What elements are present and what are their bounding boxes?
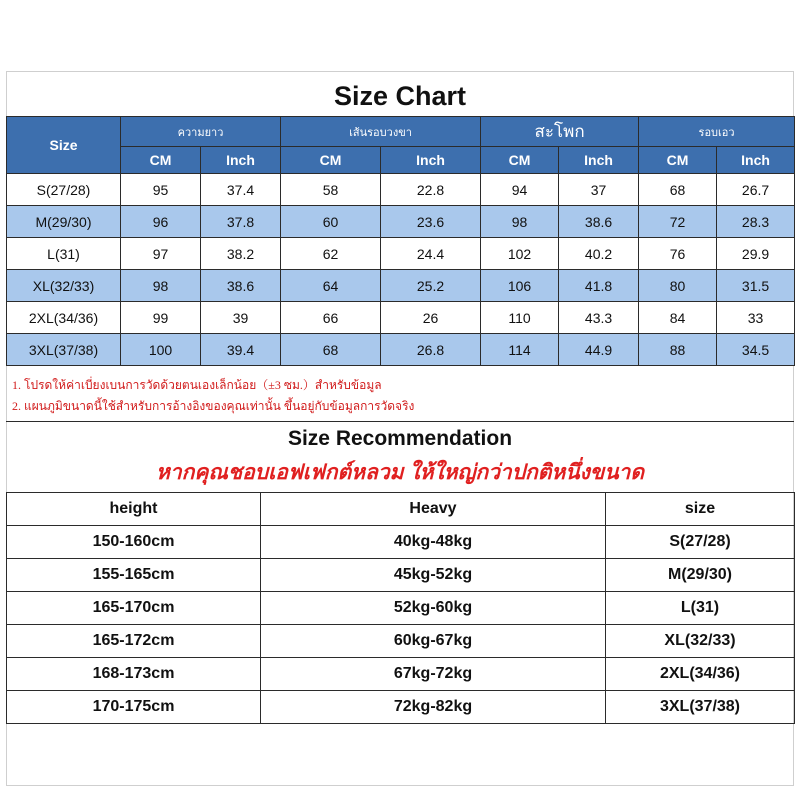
measurement-cell: 94: [481, 174, 559, 206]
measurement-cell: 26: [381, 302, 481, 334]
weight-column-header: Heavy: [261, 493, 606, 526]
size-chart-body: [7, 174, 795, 366]
group-header-hip: สะโพก: [481, 117, 639, 147]
measurement-cell: 66: [281, 302, 381, 334]
measurement-cell: 37: [559, 174, 639, 206]
weight-cell: 60kg-67kg: [261, 625, 606, 658]
measurement-cell: 98: [121, 270, 201, 302]
weight-cell: 67kg-72kg: [261, 658, 606, 691]
unit-header-inch: Inch: [201, 147, 281, 174]
unit-header-inch: Inch: [381, 147, 481, 174]
measurement-cell: 22.8: [381, 174, 481, 206]
measurement-cell: 68: [281, 334, 381, 366]
size-row: [7, 334, 795, 366]
recommendation-row: [7, 691, 795, 724]
unit-header-cm: CM: [121, 147, 201, 174]
measurement-cell: 37.4: [201, 174, 281, 206]
weight-cell: 52kg-60kg: [261, 592, 606, 625]
size-cell: M(29/30): [606, 559, 795, 592]
measurement-cell: 23.6: [381, 206, 481, 238]
measurement-cell: 29.9: [717, 238, 795, 270]
measurement-cell: 38.6: [559, 206, 639, 238]
measurement-cell: 80: [639, 270, 717, 302]
height-cell: 170-175cm: [7, 691, 261, 724]
measurement-cell: 33: [717, 302, 795, 334]
measurement-cell: 106: [481, 270, 559, 302]
group-header-length: ความยาว: [121, 117, 281, 147]
measurement-cell: 38.6: [201, 270, 281, 302]
recommendation-slogan: หากคุณชอบเอฟเฟกต์หลวม ให้ใหญ่กว่าปกติหนึ่งขนาด: [156, 461, 644, 484]
group-header-thigh: เส้นรอบวงขา: [281, 117, 481, 147]
size-cell: L(31): [606, 592, 795, 625]
measurement-cell: 96: [121, 206, 201, 238]
notes-area: [6, 371, 794, 422]
measurement-cell: 41.8: [559, 270, 639, 302]
measurement-cell: 98: [481, 206, 559, 238]
weight-cell: 72kg-82kg: [261, 691, 606, 724]
recommendation-body: [7, 526, 795, 724]
recommendation-row: [7, 592, 795, 625]
unit-header-cm: CM: [281, 147, 381, 174]
measurement-cell: 39.4: [201, 334, 281, 366]
size-row: [7, 302, 795, 334]
measurement-cell: 60: [281, 206, 381, 238]
measurement-cell: 58: [281, 174, 381, 206]
measurement-cell: 99: [121, 302, 201, 334]
recommendation-row: [7, 526, 795, 559]
note-2: 2. แผนภูมิขนาดนี้ใช้สำหรับการอ้างอิงของคุณเท่านั้น ขึ้นอยู่กับข้อมูลการวัดจริง: [12, 399, 415, 413]
unit-header-inch: Inch: [559, 147, 639, 174]
recommendation-title: Size Recommendation: [287, 427, 513, 450]
measurement-cell: 72: [639, 206, 717, 238]
measurement-cell: 24.4: [381, 238, 481, 270]
size-label: S(27/28): [7, 174, 121, 206]
recommendation-row: [7, 625, 795, 658]
measurement-cell: 34.5: [717, 334, 795, 366]
height-column-header: height: [7, 493, 261, 526]
note-1: 1. โปรดให้ค่าเบี่ยงเบนการวัดด้วยตนเองเล็กน้อย（±3 ซม.）สำหรับข้อมูล: [12, 378, 382, 392]
size-cell: 3XL(37/38): [606, 691, 795, 724]
measurement-cell: 102: [481, 238, 559, 270]
size-cell: XL(32/33): [606, 625, 795, 658]
measurement-cell: 37.8: [201, 206, 281, 238]
measurement-cell: 39: [201, 302, 281, 334]
weight-cell: 40kg-48kg: [261, 526, 606, 559]
size-row: [7, 270, 795, 302]
measurement-cell: 25.2: [381, 270, 481, 302]
size-row: [7, 238, 795, 270]
size-label: M(29/30): [7, 206, 121, 238]
size-column-header: size: [606, 493, 795, 526]
unit-header-cm: CM: [481, 147, 559, 174]
height-cell: 150-160cm: [7, 526, 261, 559]
measurement-cell: 38.2: [201, 238, 281, 270]
height-cell: 165-172cm: [7, 625, 261, 658]
measurement-cell: 88: [639, 334, 717, 366]
recommendation-row: [7, 559, 795, 592]
recommendation-table: [6, 492, 795, 724]
group-header-waist: รอบเอว: [639, 117, 795, 147]
height-cell: 165-170cm: [7, 592, 261, 625]
measurement-cell: 62: [281, 238, 381, 270]
measurement-cell: 43.3: [559, 302, 639, 334]
page-title: Size Chart: [333, 81, 467, 111]
measurement-cell: 44.9: [559, 334, 639, 366]
height-cell: 155-165cm: [7, 559, 261, 592]
measurement-cell: 97: [121, 238, 201, 270]
measurement-cell: 64: [281, 270, 381, 302]
size-column-header: Size: [7, 117, 121, 174]
weight-cell: 45kg-52kg: [261, 559, 606, 592]
measurement-cell: 84: [639, 302, 717, 334]
measurement-cell: 95: [121, 174, 201, 206]
recommendation-row: [7, 658, 795, 691]
unit-header-inch: Inch: [717, 147, 795, 174]
size-row: [7, 174, 795, 206]
measurement-cell: 26.7: [717, 174, 795, 206]
size-label: 3XL(37/38): [7, 334, 121, 366]
size-label: 2XL(34/36): [7, 302, 121, 334]
size-cell: 2XL(34/36): [606, 658, 795, 691]
size-chart-table: [6, 116, 795, 366]
measurement-cell: 28.3: [717, 206, 795, 238]
size-label: L(31): [7, 238, 121, 270]
measurement-cell: 40.2: [559, 238, 639, 270]
measurement-cell: 76: [639, 238, 717, 270]
measurement-cell: 68: [639, 174, 717, 206]
measurement-cell: 110: [481, 302, 559, 334]
measurement-cell: 114: [481, 334, 559, 366]
size-label: XL(32/33): [7, 270, 121, 302]
measurement-cell: 100: [121, 334, 201, 366]
height-cell: 168-173cm: [7, 658, 261, 691]
unit-header-cm: CM: [639, 147, 717, 174]
size-row: [7, 206, 795, 238]
size-cell: S(27/28): [606, 526, 795, 559]
measurement-cell: 31.5: [717, 270, 795, 302]
measurement-cell: 26.8: [381, 334, 481, 366]
